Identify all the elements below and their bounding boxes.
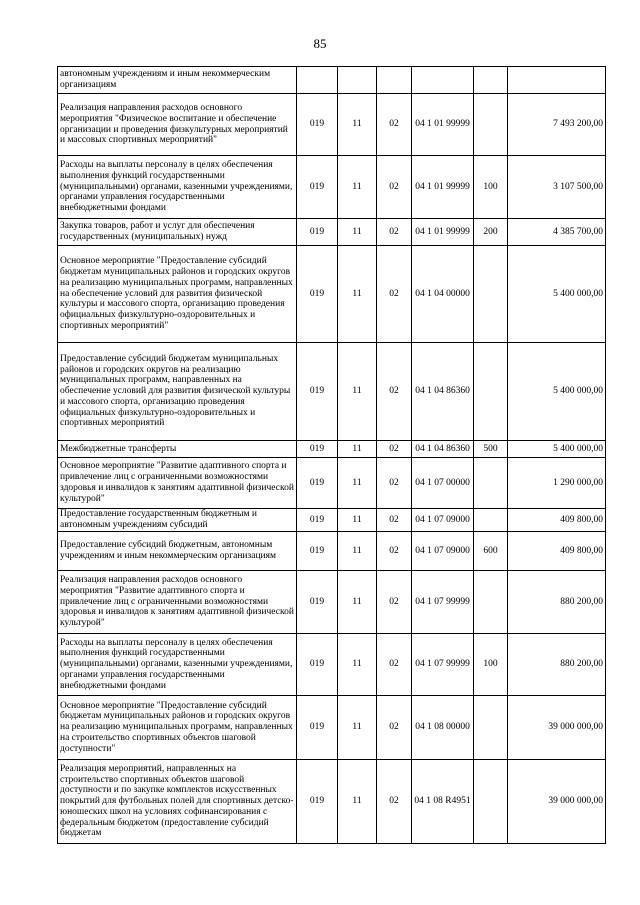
table-row (58, 760, 606, 844)
cell-amount (508, 67, 606, 94)
cell-expense-type (474, 67, 508, 94)
cell-section-code: 11 (338, 571, 377, 634)
row-description: Предоставление государственным бюджетным и автономным учреждениям субсидий (58, 509, 297, 532)
cell-target-article: 04 1 07 09000 (412, 532, 474, 571)
cell-section-code (338, 67, 377, 94)
cell-subsection-code: 02 (377, 760, 412, 844)
cell-target-article: 04 1 04 86360 (412, 441, 474, 458)
cell-ministry-code: 019 (297, 634, 338, 696)
cell-expense-type (474, 343, 508, 441)
table-row (58, 219, 606, 246)
row-description: Реализация направления расходов основного мероприятия "Развитие адаптивного спорта и привлечение лиц с ограниченными возможностями здоровья и инвалидов к занятиям адаптивной физической культурой" (58, 571, 297, 634)
cell-subsection-code: 02 (377, 696, 412, 760)
row-description: автономным учреждениям и иным некоммерческим организациям (58, 67, 297, 94)
page-number: 85 (313, 36, 327, 51)
cell-ministry-code: 019 (297, 219, 338, 246)
cell-subsection-code: 02 (377, 509, 412, 532)
cell-subsection-code: 02 (377, 634, 412, 696)
cell-expense-type: 200 (474, 219, 508, 246)
cell-expense-type: 600 (474, 532, 508, 571)
cell-expense-type (474, 696, 508, 760)
cell-expense-type: 100 (474, 156, 508, 219)
cell-amount: 7 493 200,00 (508, 94, 606, 156)
cell-section-code: 11 (338, 219, 377, 246)
cell-amount: 409 800,00 (508, 509, 606, 532)
cell-amount: 4 385 700,00 (508, 219, 606, 246)
cell-expense-type (474, 760, 508, 844)
cell-amount: 3 107 500,00 (508, 156, 606, 219)
cell-target-article: 04 1 07 09000 (412, 509, 474, 532)
cell-amount: 409 800,00 (508, 532, 606, 571)
cell-subsection-code: 02 (377, 458, 412, 509)
table-row (58, 696, 606, 760)
cell-subsection-code: 02 (377, 532, 412, 571)
cell-ministry-code: 019 (297, 696, 338, 760)
cell-subsection-code: 02 (377, 219, 412, 246)
cell-subsection-code: 02 (377, 343, 412, 441)
table-row (58, 532, 606, 571)
cell-ministry-code (297, 67, 338, 94)
cell-expense-type (474, 458, 508, 509)
row-description: Предоставление субсидий бюджетным, автономным учреждениям и иным некоммерческим организациям (58, 532, 297, 571)
cell-expense-type (474, 246, 508, 343)
row-description: Расходы на выплаты персоналу в целях обеспечения выполнения функций государственными (муниципальными) органами, казенными учреждениями, органами управления государственными внебюджетными фондами (58, 634, 297, 696)
table-row (58, 156, 606, 219)
cell-subsection-code: 02 (377, 246, 412, 343)
cell-ministry-code: 019 (297, 760, 338, 844)
cell-ministry-code: 019 (297, 343, 338, 441)
cell-amount: 5 400 000,00 (508, 343, 606, 441)
row-description: Основное мероприятие "Предоставление субсидий бюджетам муниципальных районов и городских округов на реализацию муниципальных программ, направленных на обеспечение условий для развития физической культуры и массового спорта, организацию проведения официальных физкультурно-оздоровительных и спортивных мероприятий" (58, 246, 297, 343)
cell-subsection-code (377, 67, 412, 94)
table-row (58, 94, 606, 156)
cell-subsection-code: 02 (377, 441, 412, 458)
budget-table (57, 66, 606, 844)
cell-section-code: 11 (338, 458, 377, 509)
cell-section-code: 11 (338, 760, 377, 844)
table-row (58, 67, 606, 94)
cell-amount: 1 290 000,00 (508, 458, 606, 509)
row-description: Основное мероприятие "Предоставление субсидий бюджетам муниципальных районов и городских округов на реализацию муниципальных программ, направленных на строительство спортивных объектов шаговой доступности" (58, 696, 297, 760)
cell-section-code: 11 (338, 343, 377, 441)
cell-section-code: 11 (338, 509, 377, 532)
row-description: Закупка товаров, работ и услуг для обеспечения государственных (муниципальных) нужд (58, 219, 297, 246)
cell-amount: 880 200,00 (508, 634, 606, 696)
row-description: Межбюджетные трансферты (58, 441, 297, 458)
cell-target-article: 04 1 04 86360 (412, 343, 474, 441)
row-description: Расходы на выплаты персоналу в целях обеспечения выполнения функций государственными (муниципальными) органами, казенными учреждениями, органами управления государственными внебюджетными фондами (58, 156, 297, 219)
cell-target-article: 04 1 08 R4951 (412, 760, 474, 844)
cell-ministry-code: 019 (297, 532, 338, 571)
cell-section-code: 11 (338, 246, 377, 343)
cell-ministry-code: 019 (297, 156, 338, 219)
cell-section-code: 11 (338, 696, 377, 760)
table-row (58, 458, 606, 509)
cell-section-code: 11 (338, 441, 377, 458)
cell-expense-type (474, 571, 508, 634)
cell-expense-type (474, 509, 508, 532)
cell-amount: 39 000 000,00 (508, 760, 606, 844)
cell-ministry-code: 019 (297, 441, 338, 458)
cell-amount: 880 200,00 (508, 571, 606, 634)
cell-target-article: 04 1 08 00000 (412, 696, 474, 760)
table-row (58, 246, 606, 343)
cell-section-code: 11 (338, 156, 377, 219)
cell-section-code: 11 (338, 94, 377, 156)
table-row (58, 634, 606, 696)
cell-target-article: 04 1 01 99999 (412, 219, 474, 246)
table-row (58, 441, 606, 458)
cell-ministry-code: 019 (297, 571, 338, 634)
cell-expense-type (474, 94, 508, 156)
cell-section-code: 11 (338, 532, 377, 571)
cell-ministry-code: 019 (297, 246, 338, 343)
cell-target-article: 04 1 07 99999 (412, 571, 474, 634)
cell-target-article (412, 67, 474, 94)
table-row (58, 343, 606, 441)
cell-ministry-code: 019 (297, 94, 338, 156)
row-description: Основное мероприятие "Развитие адаптивного спорта и привлечение лиц с ограниченными возможностями здоровья и инвалидов к занятиям адаптивной физической культурой" (58, 458, 297, 509)
cell-target-article: 04 1 01 99999 (412, 94, 474, 156)
cell-ministry-code: 019 (297, 458, 338, 509)
cell-subsection-code: 02 (377, 94, 412, 156)
cell-target-article: 04 1 04 00000 (412, 246, 474, 343)
cell-amount: 5 400 000,00 (508, 441, 606, 458)
cell-expense-type: 500 (474, 441, 508, 458)
cell-amount: 39 000 000,00 (508, 696, 606, 760)
cell-amount: 5 400 000,00 (508, 246, 606, 343)
cell-target-article: 04 1 01 99999 (412, 156, 474, 219)
cell-subsection-code: 02 (377, 571, 412, 634)
cell-section-code: 11 (338, 634, 377, 696)
table-row (58, 571, 606, 634)
cell-expense-type: 100 (474, 634, 508, 696)
cell-ministry-code: 019 (297, 509, 338, 532)
cell-target-article: 04 1 07 99999 (412, 634, 474, 696)
row-description: Реализация направления расходов основного мероприятия "Физическое воспитание и обеспечение организации и проведения физкультурных мероприятий и массовых спортивных мероприятий" (58, 94, 297, 156)
cell-subsection-code: 02 (377, 156, 412, 219)
cell-target-article: 04 1 07 00000 (412, 458, 474, 509)
row-description: Реализация мероприятий, направленных на строительство спортивных объектов шаговой доступности и по закупке комплектов искусственных покрытий для футбольных полей для спортивных детско-юношеских школ на условиях софинансирования с федеральным бюджетом (предоставление субсидий бюджетам (58, 760, 297, 844)
table-row (58, 509, 606, 532)
row-description: Предоставление субсидий бюджетам муниципальных районов и городских округов на реализацию муниципальных программ, направленных на обеспечение условий для развития физической культуры и массового спорта, организацию проведения официальных физкультурно-оздоровительных и спортивных мероприятий (58, 343, 297, 441)
